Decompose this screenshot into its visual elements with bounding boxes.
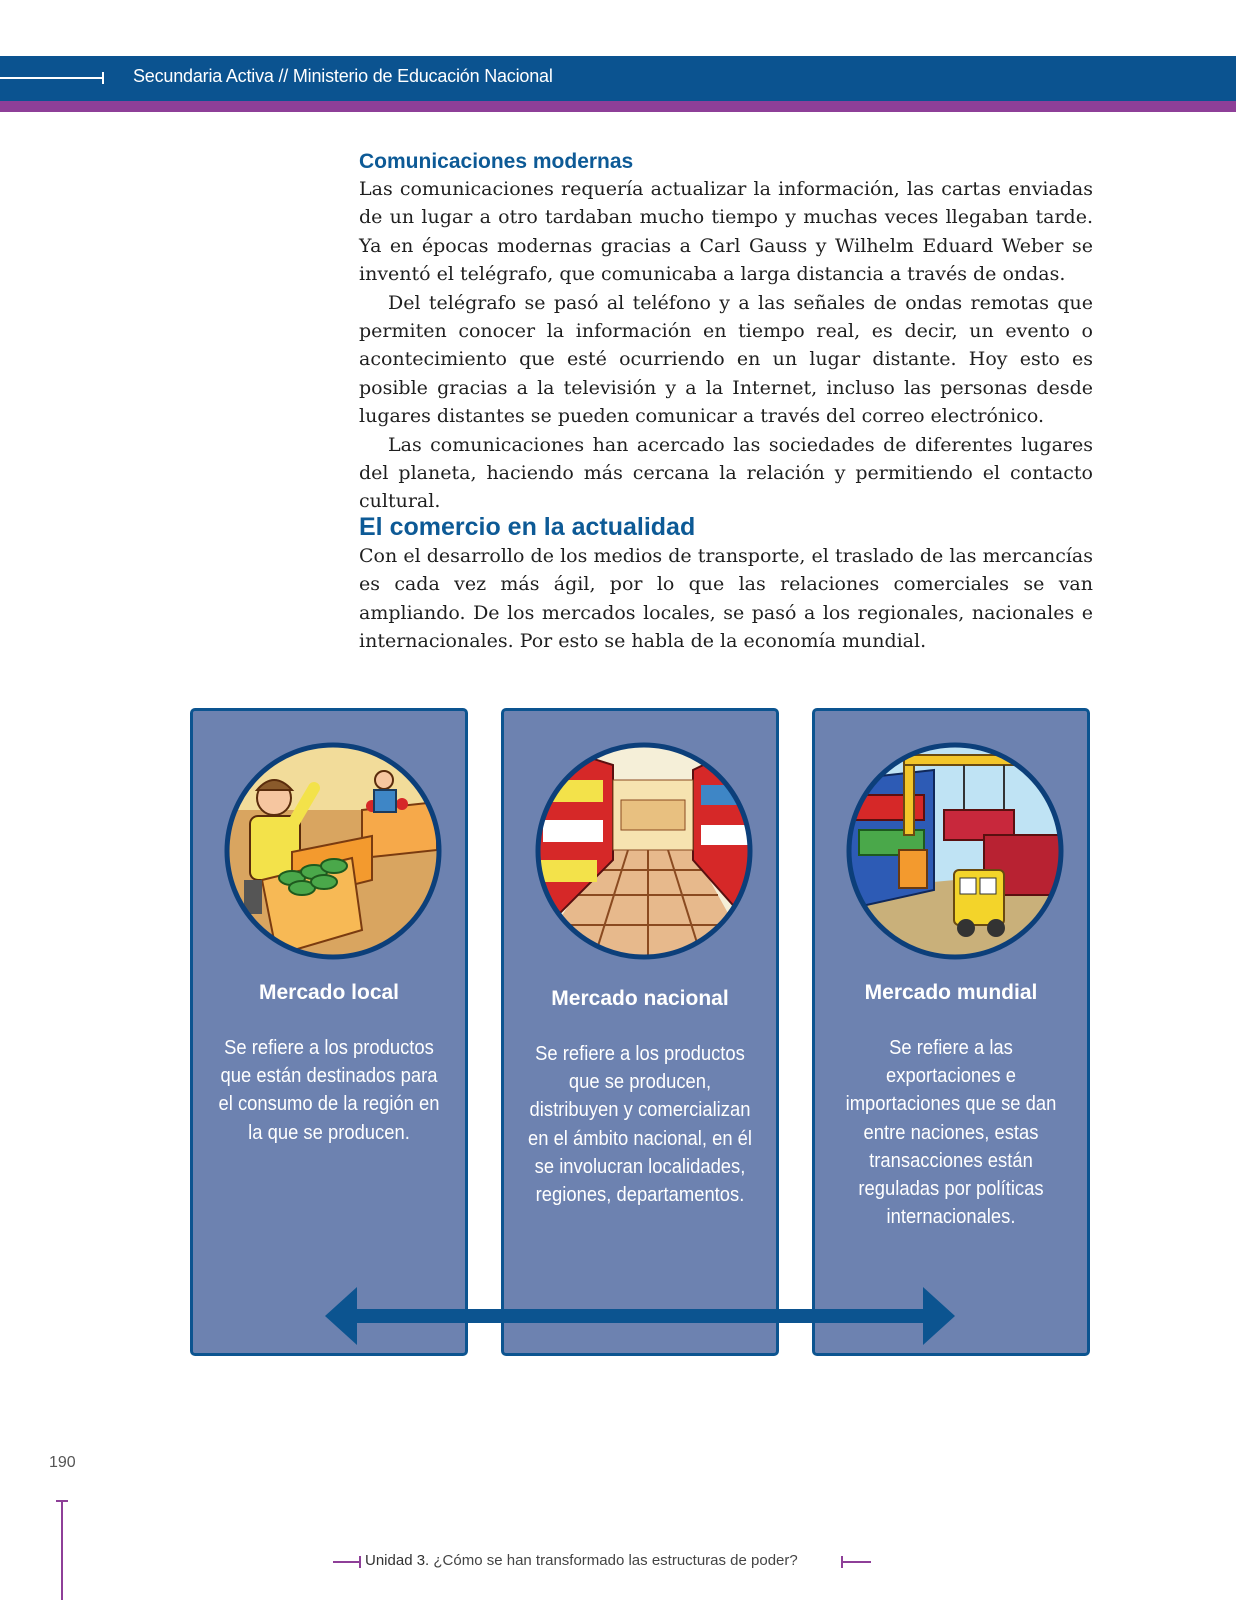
header-title: Secundaria Activa // Ministerio de Educación Nacional [133, 66, 553, 86]
footer [333, 1551, 873, 1573]
section-heading: El comercio en la actualidad [359, 513, 696, 541]
double-arrow-icon [325, 1287, 955, 1345]
port-containers-illustration [844, 740, 1066, 962]
footer-rule-right [843, 1561, 871, 1563]
page-number: 190 [49, 1454, 76, 1471]
market-description: Se refiere a los productos que están destinados para el consumo de la región en la que se producen. [218, 1037, 440, 1144]
market-title: Mercado nacional [551, 987, 729, 1010]
market-description: Se refiere a las exportaciones e importaciones que se dan entre naciones, estas transacciones están reguladas por políticas internacionales. [845, 1037, 1057, 1229]
supermarket-aisle-illustration [533, 740, 755, 962]
footer-tick-left [359, 1556, 361, 1568]
market-description: Se refiere a los productos que se producen, distribuyen y comercializan en el ámbito nacional, en él se involucran localidades, regiones, departamentos. [527, 1043, 753, 1207]
footer-text [365, 1552, 798, 1569]
market-panel-mundial [812, 708, 1090, 1356]
side-rule [61, 1500, 63, 1600]
footer-unit: Unidad 3. [365, 1552, 430, 1569]
market-title: Mercado mundial [864, 981, 1038, 1004]
section-comercio [359, 512, 1093, 656]
market-stall-illustration [222, 740, 444, 962]
section-heading: Comunicaciones modernas [359, 150, 634, 173]
section-comunicaciones [359, 149, 1093, 516]
market-panel-local [190, 708, 468, 1356]
footer-title: ¿Cómo se han transformado las estructuras de poder? [433, 1552, 798, 1569]
paragraph: Con el desarrollo de los medios de transporte, el traslado de las mercancías es cada vez más ágil, por lo que las relaciones comerciales se van ampliando. De los mercados locales, se pasó a los regionales, nacionales e internacionales. Por esto se habla de la economía mundial. [359, 545, 1093, 653]
paragraph: Las comunicaciones requería actualizar la información, las cartas enviadas de un lugar a otro tardaban mucho tiempo y muchas veces llegaban tarde. Ya en épocas modernas gracias a Carl Gauss y Wilhelm Eduard Weber se inventó el telégrafo, que comunicaba a larga distancia a través de ondas. [359, 178, 1093, 286]
footer-rule-left [333, 1561, 359, 1563]
header-rule [0, 77, 102, 79]
market-panel-nacional [501, 708, 779, 1356]
paragraph: Del telégrafo se pasó al teléfono y a las señales de ondas remotas que permiten conocer la información en tiempo real, es decir, un evento o acontecimiento que esté ocurriendo en un lugar distante. Hoy esto es posible gracias a la televisión y a la Internet, incluso las personas desde lugares distantes se pueden comunicar a través del correo electrónico. [359, 291, 1093, 428]
header-stripe [0, 101, 1236, 112]
paragraph: Las comunicaciones han acercado las sociedades de diferentes lugares del planeta, haciendo más cercana la relación y permitiendo el contacto cultural. [359, 433, 1093, 513]
header-rule-tick [102, 72, 104, 84]
market-title: Mercado local [258, 981, 400, 1004]
